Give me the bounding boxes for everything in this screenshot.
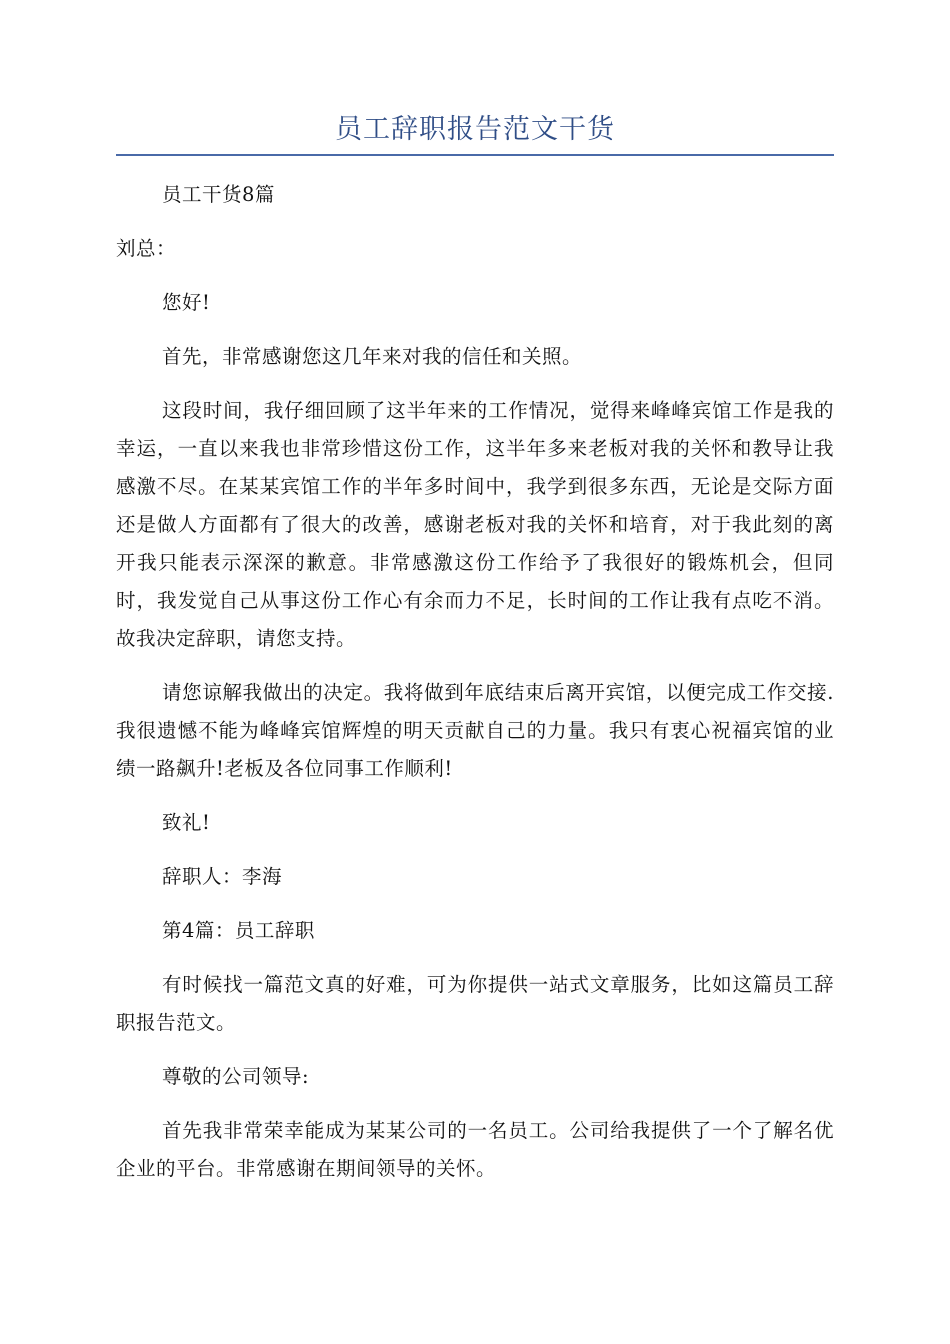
paragraph-section-heading: 第4篇：员工辞职 [162, 919, 315, 942]
paragraph-body-2: 请您谅解我做出的决定。我将做到年底结束后离开宾馆，以便完成工作交接.我很遗憾不能为峰峰宾馆辉煌的明天贡献自己的力量。我只有衷心祝福宾馆的业绩一路飙升!老板及各位同事工作顺利! [116, 681, 834, 780]
paragraph-salutation-2: 尊敬的公司领导: [162, 1065, 310, 1088]
paragraph-subtitle: 员工干货8篇 [162, 183, 275, 206]
document-title: 员工辞职报告范文干货 [116, 112, 834, 156]
paragraph-salutation: 刘总： [116, 237, 177, 260]
paragraph-greeting: 您好! [162, 291, 211, 314]
paragraph-signature: 辞职人：李海 [162, 865, 283, 888]
paragraph-intro: 有时候找一篇范文真的好难，可为你提供一站式文章服务，比如这篇员工辞职报告范文。 [116, 973, 834, 1034]
paragraph-body-1: 这段时间，我仔细回顾了这半年来的工作情况，觉得来峰峰宾馆工作是我的幸运，一直以来我也非常珍惜这份工作，这半年多来老板对我的关怀和教导让我感激不尽。在某某宾馆工作的半年多时间中，我学到很多东西，无论是交际方面还是做人方面都有了很大的改善，感谢老板对我的关怀和培育，对于我此刻的离开我只能表示深深的歉意。非常感激这份工作给予了我很好的锻炼机会，但同时，我发觉自己从事这份工作心有余而力不足，长时间的工作让我有点吃不消。故我决定辞职，请您支持。 [116, 399, 834, 650]
document-content [116, 112, 834, 1188]
paragraph-closing: 致礼! [162, 811, 211, 834]
document-body [116, 176, 834, 1188]
paragraph-thanks: 首先，非常感谢您这几年来对我的信任和关照。 [162, 345, 583, 368]
paragraph-body-3: 首先我非常荣幸能成为某某公司的一名员工。公司给我提供了一个了解名优企业的平台。非常感谢在期间领导的关怀。 [116, 1119, 834, 1180]
